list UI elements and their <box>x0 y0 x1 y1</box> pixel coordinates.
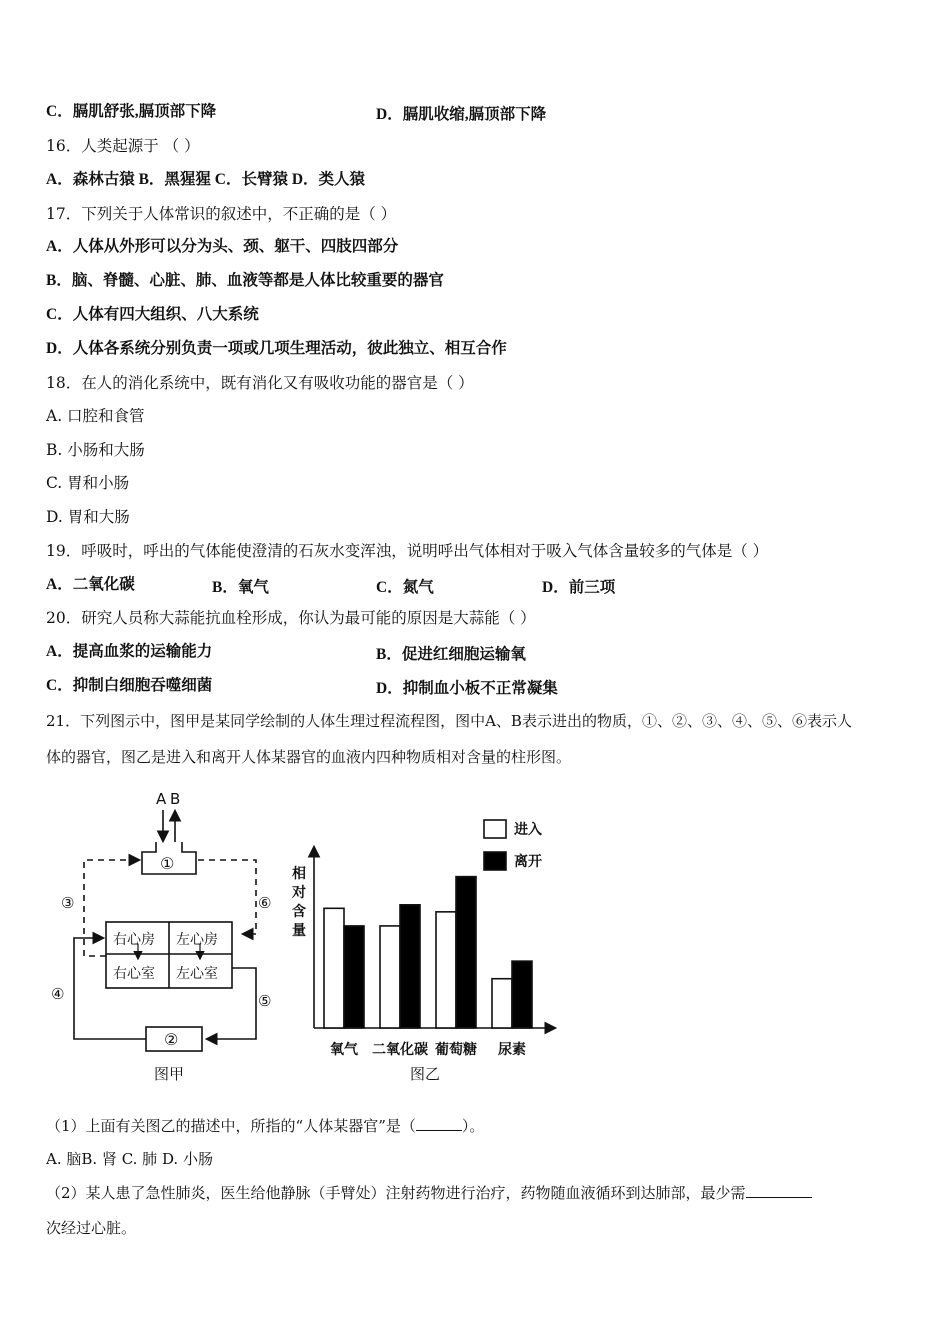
q16-stem: 16．人类起源于 （ ） <box>46 137 200 155</box>
x-tick-label: 葡萄糖 <box>435 1042 477 1058</box>
organ-6-label: ⑥ <box>258 894 272 912</box>
q20-option-c: C．抑制白细胞吞噬细菌 <box>46 677 213 694</box>
bar-leave <box>400 905 420 1028</box>
q15-option-d: D．膈肌收缩,膈顶部下降 <box>376 106 547 123</box>
bar-enter <box>380 926 400 1028</box>
q21-sub2-line1 <box>46 1183 812 1203</box>
q19-stem: 19．呼吸时，呼出的气体能使澄清的石灰水变浑浊，说明呼出气体相对于吸入气体含量较多的气体是（ ） <box>46 542 769 560</box>
bar-enter <box>436 912 456 1028</box>
y-axis-label-char: 对 <box>292 885 306 901</box>
q19-option-b: B．氧气 <box>212 579 269 596</box>
y-axis-label-char: 量 <box>292 923 306 939</box>
y-axis-label-char: 含 <box>292 904 306 920</box>
label-b: B <box>170 790 181 808</box>
right-ventricle: 右心室 <box>113 966 155 982</box>
q21-sub1-text-a: （1）上面有关图乙的描述中，所指的“人体某器官”是（ <box>46 1117 416 1135</box>
q20-option-a: A．提高血浆的运输能力 <box>46 643 213 660</box>
q21-stem-line2: 体的器官，图乙是进入和离开人体某器官的血液内四种物质相对含量的柱形图。 <box>46 748 572 766</box>
x-tick-label: 二氧化碳 <box>372 1042 428 1058</box>
q17-option-a: A．人体从外形可以分为头、颈、躯干、四肢四部分 <box>46 238 399 255</box>
q15-option-c: C．膈肌舒张,膈顶部下降 <box>46 103 217 120</box>
left-atrium: 左心房 <box>176 932 218 948</box>
q21-stem-line1: 21．下列图示中，图甲是某同学绘制的人体生理过程流程图，图中A、B表示进出的物质，①、②、③、④、⑤、⑥表示人 <box>46 712 852 730</box>
q17-stem: 17．下列关于人体常识的叙述中，不正确的是（ ） <box>46 205 397 223</box>
q16-options: A．森林古猿 B．黑猩猩 C．长臂猿 D．类人猿 <box>46 171 366 188</box>
bar-leave <box>344 926 364 1028</box>
q17-option-c: C．人体有四大组织、八大系统 <box>46 306 259 323</box>
bar-leave <box>456 877 476 1028</box>
organ-3-label: ③ <box>61 894 75 912</box>
q21-sub2-text: （2）某人患了急性肺炎，医生给他静脉（手臂处）注射药物进行治疗，药物随血液循环到达肺部，最少需 <box>46 1184 746 1202</box>
organ-1-label: ① <box>160 854 175 873</box>
q17-option-d: D．人体各系统分别负责一项或几项生理活动，彼此独立、相互合作 <box>46 340 507 357</box>
legend-swatch <box>484 820 506 838</box>
organ-4-label: ④ <box>51 985 65 1003</box>
q21-sub1 <box>46 1116 484 1136</box>
right-atrium: 右心房 <box>113 932 155 948</box>
q20-option-b: B．促进红细胞运输氧 <box>376 646 526 663</box>
figure-area <box>44 782 564 1090</box>
caption-yi: 图乙 <box>410 1065 441 1083</box>
q18-option-a: A. 口腔和食管 <box>46 407 145 425</box>
organ-5-label: ⑤ <box>258 992 272 1010</box>
q19-option-d: D．前三项 <box>542 579 616 596</box>
q21-sub1-options: A. 脑B. 肾 C. 肺 D. 小肠 <box>46 1150 213 1168</box>
q18-option-c: C. 胃和小肠 <box>46 474 130 492</box>
bar-enter <box>324 908 344 1028</box>
legend-label: 进入 <box>514 822 542 838</box>
q19-option-a: A．二氧化碳 <box>46 576 135 593</box>
organ-2-label: ② <box>164 1030 179 1049</box>
caption-jia: 图甲 <box>154 1065 185 1083</box>
x-tick-label: 氧气 <box>330 1042 358 1058</box>
bar-enter <box>492 979 512 1028</box>
left-ventricle: 左心室 <box>176 966 218 982</box>
bar-leave <box>512 961 532 1028</box>
q17-option-b: B．脑、脊髓、心脏、肺、血液等都是人体比较重要的器官 <box>46 272 444 289</box>
x-tick-label: 尿素 <box>498 1042 526 1058</box>
q21-sub2-line2: 次经过心脏。 <box>46 1219 137 1237</box>
q21-sub1-blank[interactable] <box>416 1116 462 1131</box>
label-a: A <box>156 790 167 808</box>
q18-stem: 18．在人的消化系统中，既有消化又有吸收功能的器官是（ ） <box>46 374 474 392</box>
q20-option-d: D．抑制血小板不正常凝集 <box>376 680 558 697</box>
q20-stem: 20．研究人员称大蒜能抗血栓形成，你认为最可能的原因是大蒜能（ ） <box>46 609 536 627</box>
q21-sub2-blank[interactable] <box>746 1183 812 1198</box>
legend-label: 离开 <box>514 854 542 870</box>
q18-option-b: B. 小肠和大肠 <box>46 441 145 459</box>
q19-option-c: C．氮气 <box>376 579 434 596</box>
q21-sub1-text-b: ）。 <box>461 1117 485 1135</box>
q18-option-d: D. 胃和大肠 <box>46 508 130 526</box>
legend-swatch <box>484 852 506 870</box>
y-axis-label-char: 相 <box>292 866 306 882</box>
